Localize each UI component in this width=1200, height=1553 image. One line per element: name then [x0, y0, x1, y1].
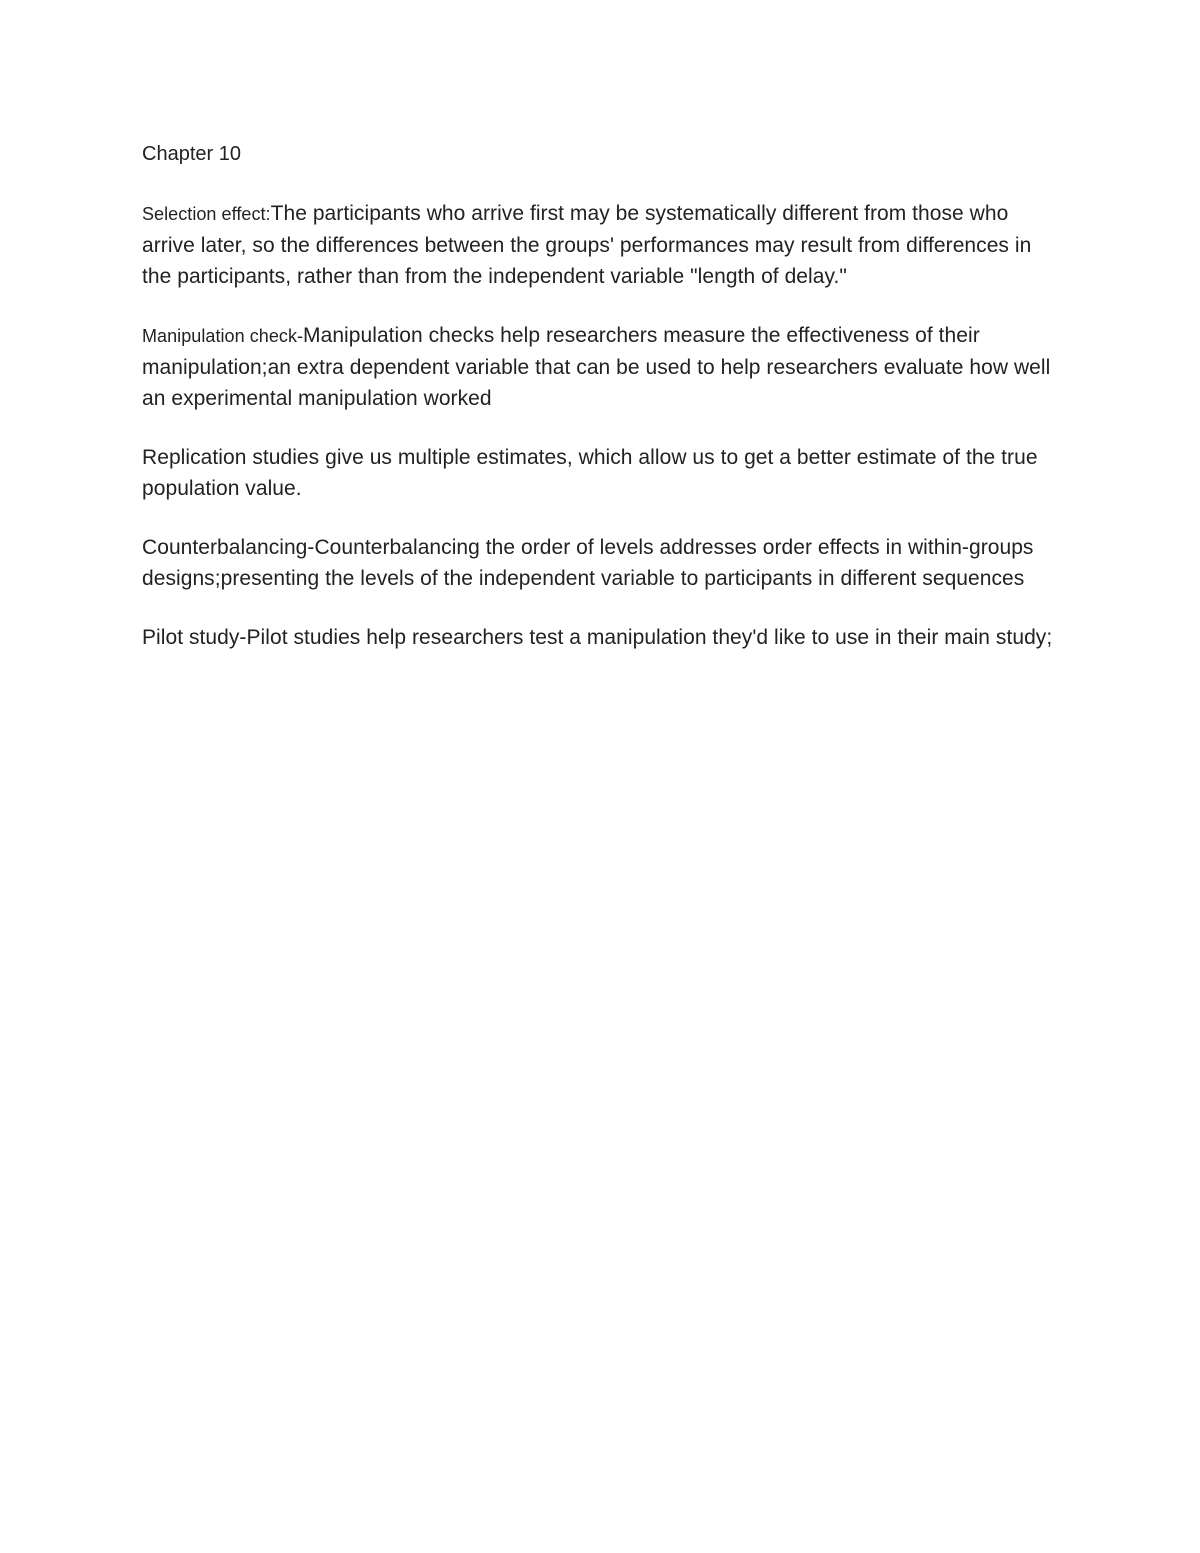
paragraph-pilot-study [142, 622, 1062, 653]
paragraph-manipulation-check [142, 320, 1062, 414]
paragraph-replication-studies [142, 442, 1062, 504]
definition-replication-studies: Replication studies give us multiple estimates, which allow us to get a better estimate of the true population value. [142, 446, 1038, 500]
chapter-title: Chapter 10 [142, 143, 241, 165]
definition-pilot-study: Pilot study-Pilot studies help researchers test a manipulation they'd like to use in their main study; [142, 626, 1053, 649]
definition-manipulation-check: Manipulation checks help researchers measure the effectiveness of their manipulation;an extra dependent variable that can be used to help researchers evaluate how well an experimental manipulation worked [142, 324, 1051, 410]
definition-selection-effect: The participants who arrive first may be systematically different from those who arrive later, so the differences between the groups' performances may result from differences in the participants, rather than from the independent variable "length of delay." [142, 202, 1032, 288]
paragraph-selection-effect [142, 198, 1062, 292]
document-body [142, 140, 1062, 681]
definition-counterbalancing: Counterbalancing-Counterbalancing the order of levels addresses order effects in within-groups designs;presenting the levels of the independent variable to participants in different sequences [142, 536, 1034, 590]
term-selection-effect: Selection effect: [142, 204, 271, 224]
paragraph-counterbalancing [142, 532, 1062, 594]
term-manipulation-check: Manipulation check- [142, 326, 304, 346]
